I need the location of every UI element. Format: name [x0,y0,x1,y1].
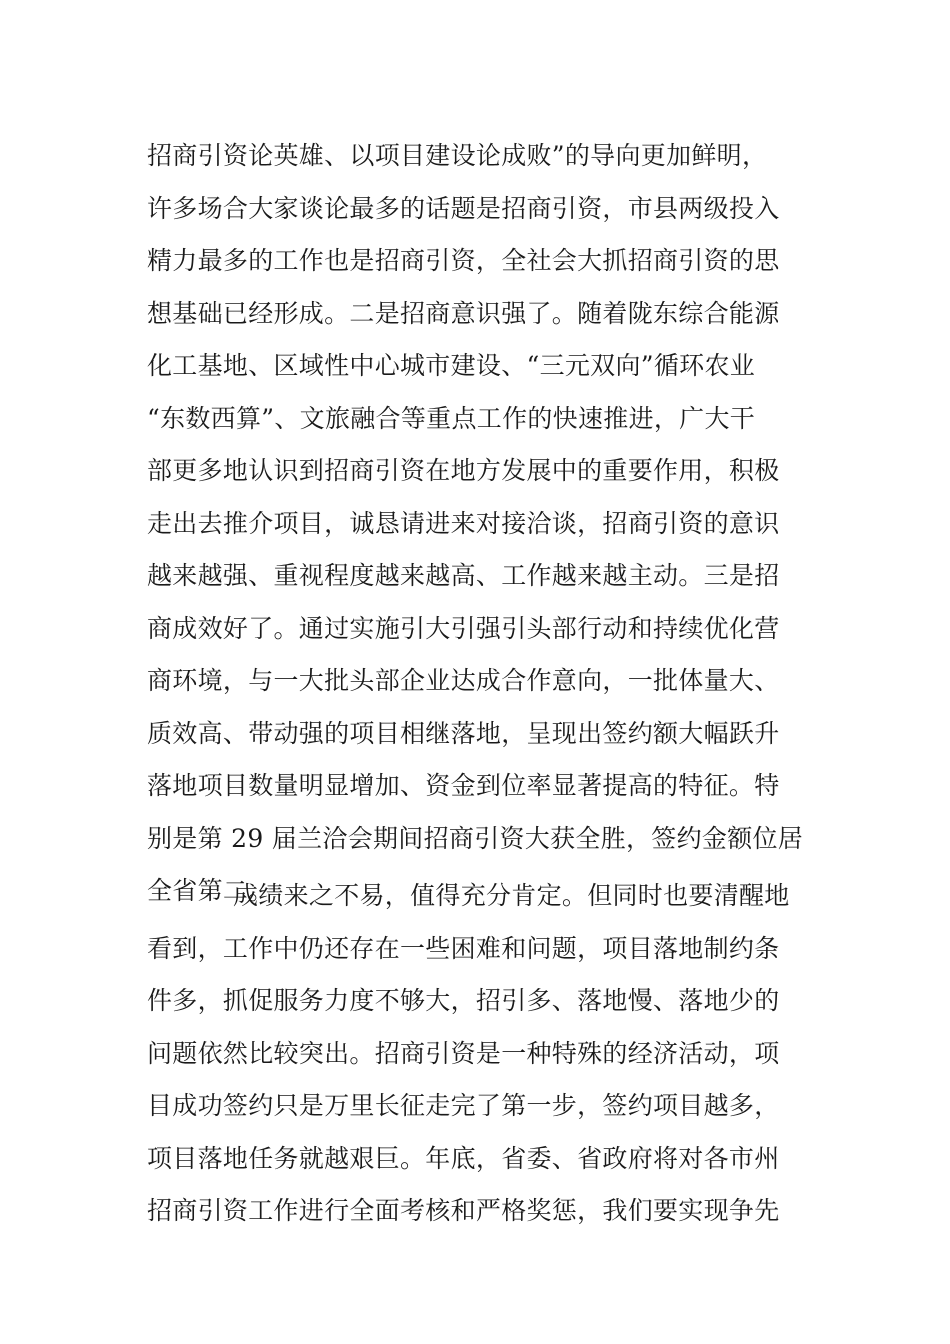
text-line: 目成功签约只是万里长征走完了第一步，签约项目越多， [147,1091,780,1120]
text-line: 想基础已经形成。二是招商意识强了。随着陇东综合能源 [147,298,780,328]
paragraph-2 [147,870,807,1238]
text-line: 化工基地、区域性中心城市建设、“三元双向”循环农业 [147,351,756,380]
paragraph-1 [147,130,807,918]
text-line: 商成效好了。通过实施引大引强引头部行动和持续优化营 [147,613,780,643]
text-line: 问题依然比较突出。招商引资是一种特殊的经济活动，项 [147,1038,780,1068]
text-line: 越来越强、重视程度越来越高、工作越来越主动。三是招 [147,561,780,590]
text-line: 看到，工作中仍还存在一些困难和问题，项目落地制约条 [147,933,780,963]
text-line: 别是第 29 届兰洽会期间招商引资大获全胜，签约金额位居 [147,823,804,853]
text-line: 招商引资工作进行全面考核和严格奖惩，我们要实现争先 [147,1196,780,1225]
text-line: 走出去推介项目，诚恳请进来对接洽谈，招商引资的意识 [147,508,780,538]
text-line: 落地项目数量明显增加、资金到位率显著提高的特征。特 [147,771,780,800]
text-line: 项目落地任务就越艰巨。年底，省委、省政府将对各市州 [147,1143,780,1173]
text-line: 全省第二。 [147,876,274,905]
text-line: 招商引资论英雄、以项目建设论成败”的导向更加鲜明， [147,141,768,170]
text-line: 质效高、带动强的项目相继落地，呈现出签约额大幅跃升 [147,718,780,748]
text-line: “东数西算”、文旅融合等重点工作的快速推进，广大干 [147,403,756,433]
text-line: 许多场合大家谈论最多的话题是招商引资，市县两级投入 [147,193,780,223]
text-line: 精力最多的工作也是招商引资，全社会大抓招商引资的思 [147,246,780,275]
text-line: 件多，抓促服务力度不够大，招引多、落地慢、落地少的 [147,986,780,1015]
text-line-first-indented: 成绩来之不易，值得充分肯定。但同时也要清醒地 [233,881,790,910]
text-line: 部更多地认识到招商引资在地方发展中的重要作用，积极 [147,456,780,485]
text-line: 商环境，与一大批头部企业达成合作意向，一批体量大、 [147,666,780,695]
